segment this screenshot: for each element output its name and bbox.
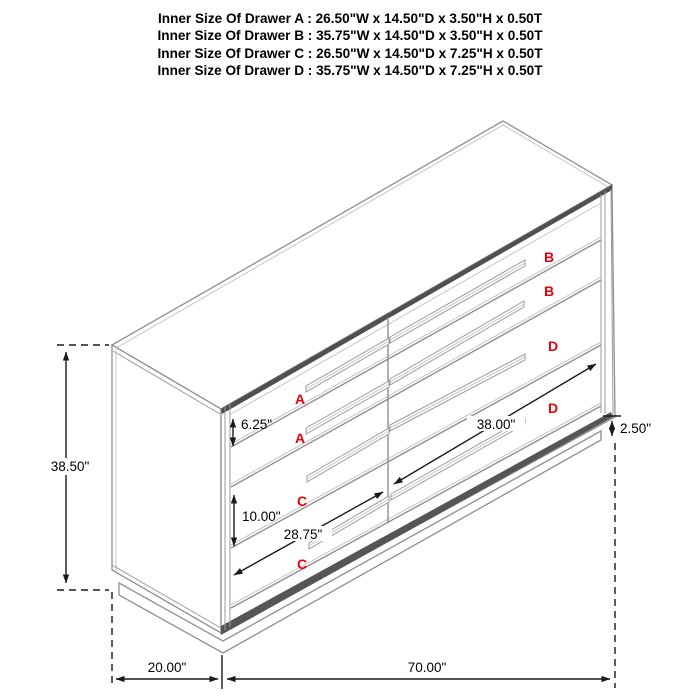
small-drawer-height-label: 6.25": [241, 417, 273, 432]
drawer-label-b1: B: [543, 249, 555, 265]
drawer-label-d1: D: [547, 338, 559, 354]
overall-height-dimension: [42, 345, 109, 590]
right-drawer-width-label: 38.00": [476, 417, 516, 432]
spec-line-drawer-d: Inner Size Of Drawer D : 35.75"W x 14.50"D x 7.25"H x 0.50T: [157, 63, 543, 79]
drawer-label-c2: C: [296, 556, 308, 572]
overall-height-label: 38.50": [50, 459, 90, 474]
spec-line-drawer-b: Inner Size Of Drawer B : 35.75"W x 14.50"D x 3.50"H x 0.50T: [157, 28, 543, 44]
drawer-label-b2: B: [543, 283, 555, 299]
dresser-body: [112, 121, 615, 653]
overall-width-label: 70.00": [407, 660, 447, 675]
left-drawer-width-label: 28.75": [283, 527, 323, 542]
overall-depth-label: 20.00": [147, 660, 187, 675]
large-drawer-height-label: 10.00": [242, 509, 281, 524]
base-height-label: 2.50": [620, 421, 652, 436]
spec-line-drawer-a: Inner Size Of Drawer A : 26.50"W x 14.50"D x 3.50"H x 0.50T: [157, 11, 543, 26]
spec-line-drawer-c: Inner Size Of Drawer C : 26.50"W x 14.50"D x 7.25"H x 0.50T: [157, 45, 543, 61]
drawer-spec-header: [0, 0, 700, 80]
drawer-label-a1: A: [294, 391, 306, 407]
drawer-label-c1: C: [296, 493, 308, 509]
drawer-label-a2: A: [294, 430, 306, 446]
drawer-label-d2: D: [547, 400, 559, 416]
